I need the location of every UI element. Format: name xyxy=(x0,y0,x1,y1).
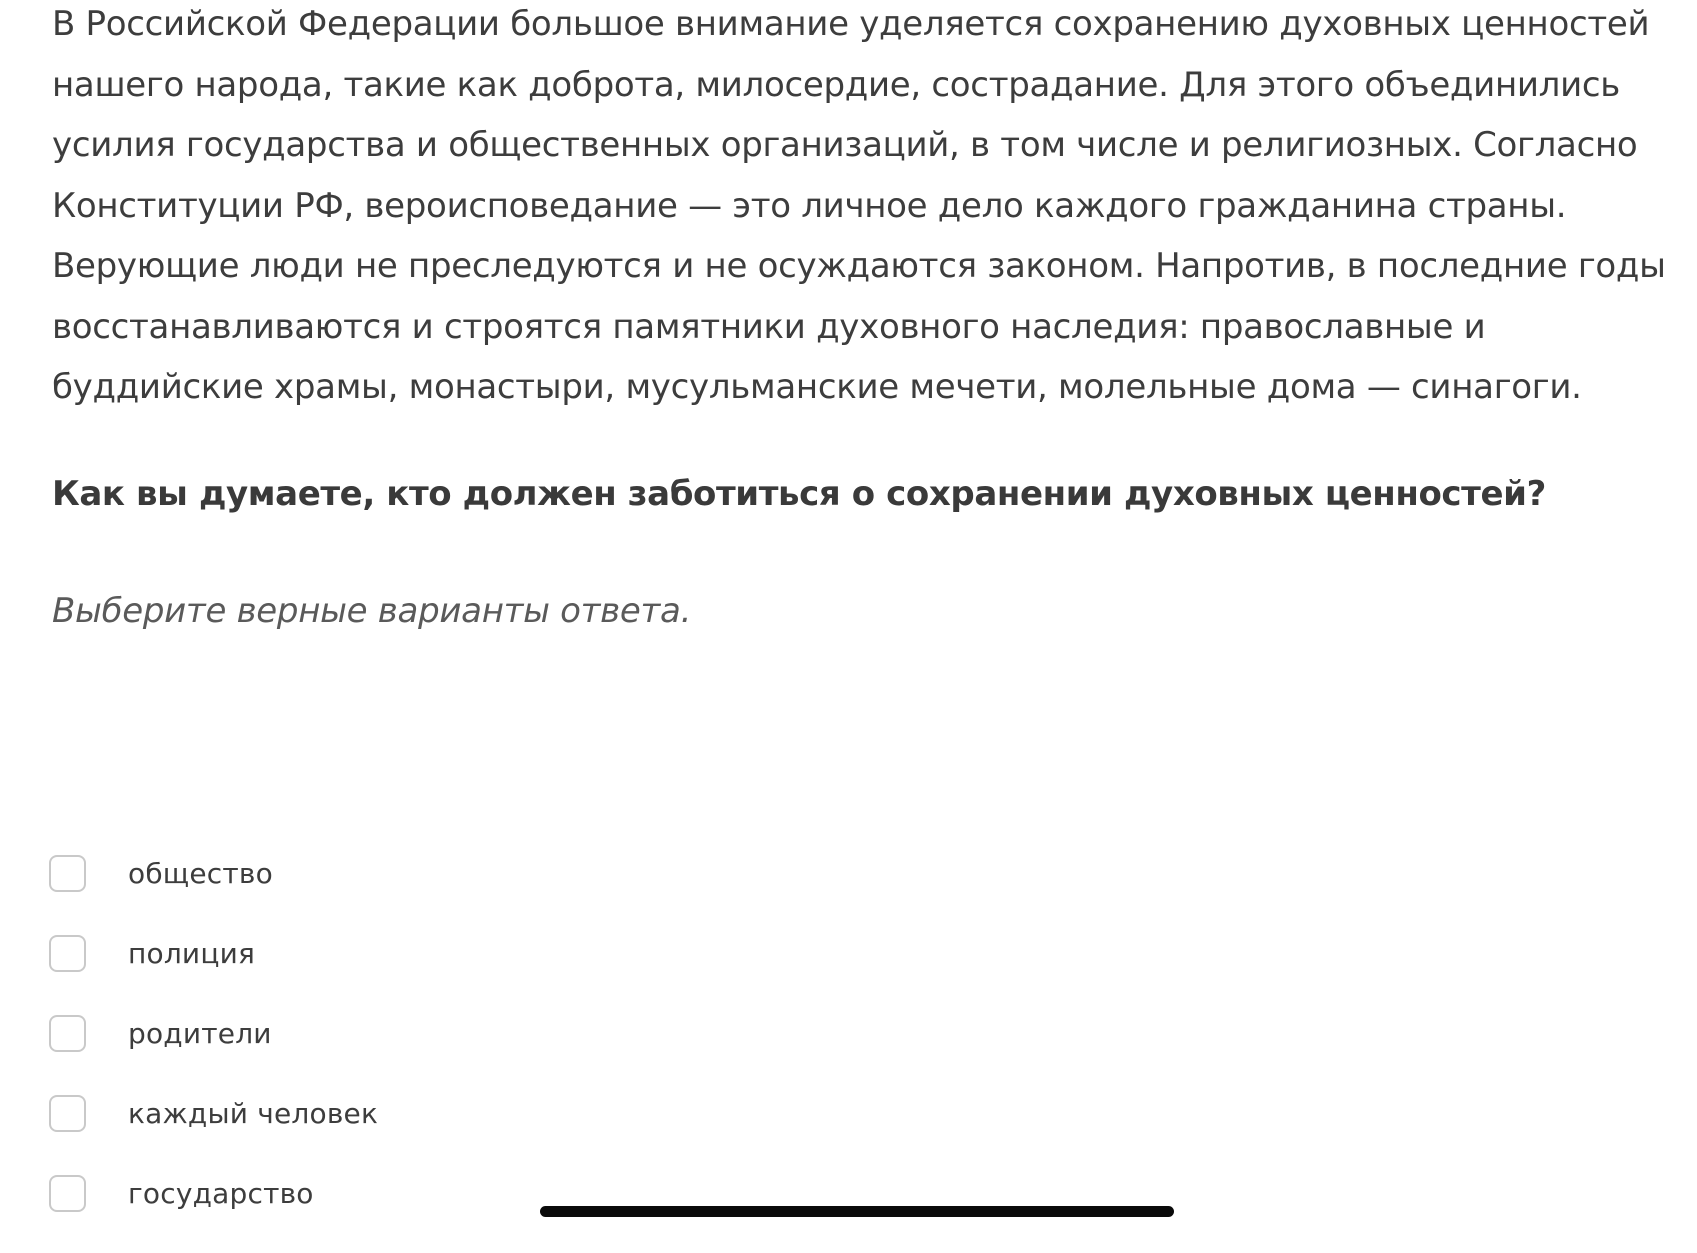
option-label: каждый человек xyxy=(128,1096,379,1130)
passage-line: нашего народа, такие как доброта, милосердие, сострадание. Для этого объединились xyxy=(52,64,1621,105)
task-content xyxy=(52,0,1672,631)
option-label: государство xyxy=(128,1176,314,1210)
checkbox[interactable] xyxy=(49,855,86,892)
passage-line: буддийские храмы, монастыри, мусульманские мечети, молельные дома — синагоги. xyxy=(52,367,1582,407)
checkbox[interactable] xyxy=(49,1015,86,1052)
passage-line: восстанавливаются и строятся памятники духовного наследия: православные и xyxy=(52,306,1486,347)
answer-options xyxy=(49,853,378,1253)
answer-option-gosudarstvo[interactable] xyxy=(49,1173,378,1213)
option-label: полиция xyxy=(128,936,256,970)
passage-text xyxy=(52,0,1672,418)
answer-option-kazhdyy-chelovek[interactable] xyxy=(49,1093,378,1133)
passage-line: В Российской Федерации большое внимание уделяется сохранению духовных ценностей xyxy=(52,4,1650,44)
option-label: родители xyxy=(128,1016,272,1050)
checkbox[interactable] xyxy=(49,1095,86,1132)
question-heading: Как вы думаете, кто должен заботиться о сохранении духовных ценностей? xyxy=(52,474,1546,514)
passage-line: усилия государства и общественных организаций, в том числе и религиозных. Согласно xyxy=(52,125,1638,165)
home-indicator[interactable] xyxy=(540,1206,1174,1217)
answer-option-obshchestvo[interactable] xyxy=(49,853,378,893)
answer-option-roditeli[interactable] xyxy=(49,1013,378,1053)
passage-line: Верующие люди не преследуются и не осуждаются законом. Напротив, в последние годы xyxy=(52,246,1666,286)
answer-instruction: Выберите верные варианты ответа. xyxy=(52,591,692,631)
passage-line: Конституции РФ, вероисповедание — это личное дело каждого гражданина страны. xyxy=(52,185,1567,226)
checkbox[interactable] xyxy=(49,1175,86,1212)
checkbox[interactable] xyxy=(49,935,86,972)
answer-option-politsiya[interactable] xyxy=(49,933,378,973)
option-label: общество xyxy=(128,856,273,890)
